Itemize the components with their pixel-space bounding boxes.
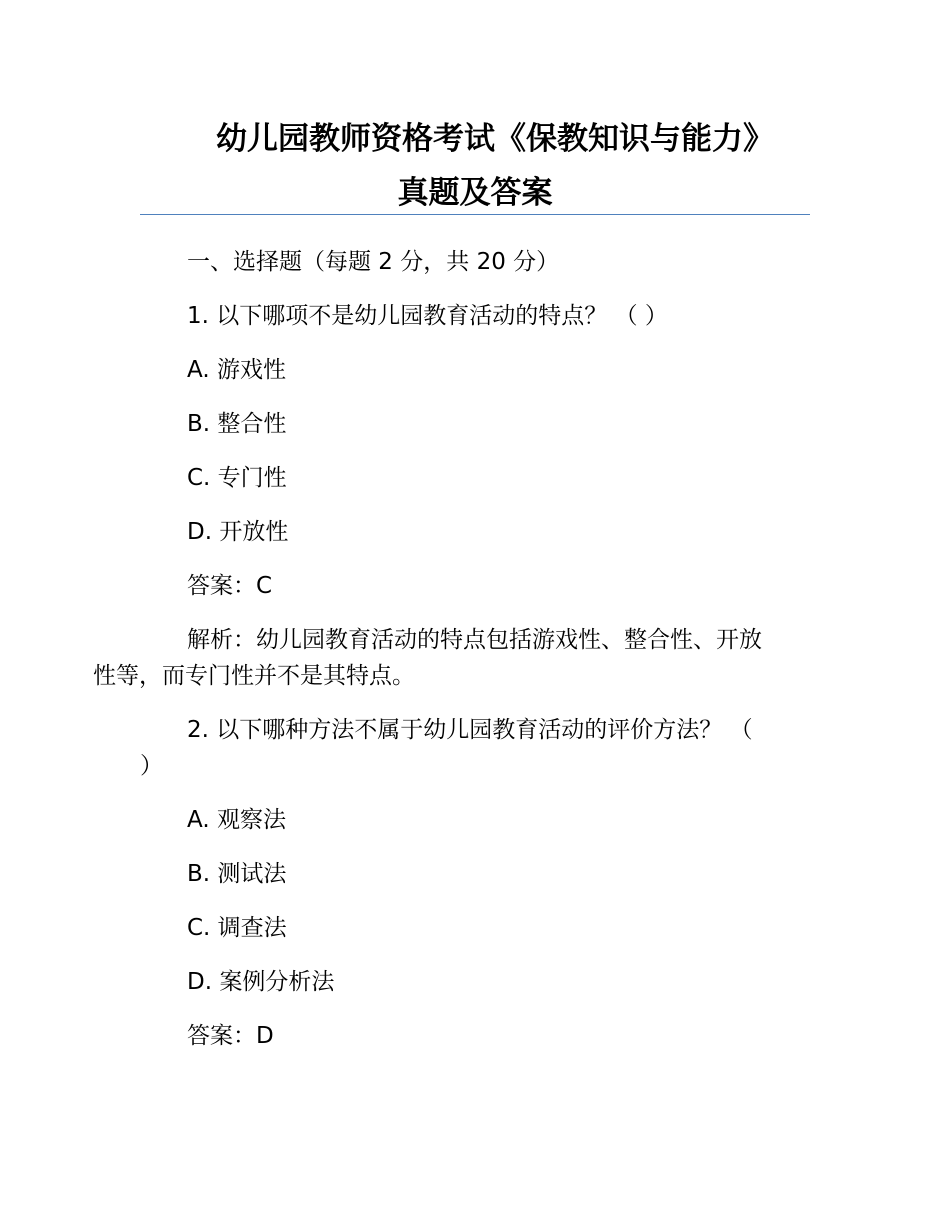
question-2-answer: 答案：D	[187, 1023, 274, 1049]
document-title	[140, 112, 810, 220]
title-underline	[140, 214, 810, 215]
title-line-1: 幼儿园教师资格考试《保教知识与能力》	[216, 121, 774, 157]
question-1-answer: 答案：C	[187, 573, 273, 599]
question-2-option-a: A. 观察法	[187, 807, 286, 833]
question-2-stem-line-1: 2. 以下哪种方法不属于幼儿园教育活动的评价方法？ （	[187, 717, 753, 743]
question-2-stem-line-2: ）	[140, 753, 163, 779]
question-1-analysis-line-1: 解析：幼儿园教育活动的特点包括游戏性、整合性、开放	[187, 627, 762, 653]
question-2-option-d: D. 案例分析法	[187, 969, 335, 995]
question-1-option-a: A. 游戏性	[187, 357, 286, 383]
question-1-analysis-line-2: 性等，而专门性并不是其特点。	[93, 663, 415, 689]
question-2-option-c: C. 调查法	[187, 915, 287, 941]
title-line-2: 真题及答案	[397, 175, 553, 211]
question-1-analysis	[93, 622, 810, 694]
question-1-stem: 1. 以下哪项不是幼儿园教育活动的特点？ （ ）	[187, 303, 668, 329]
question-1-option-c: C. 专门性	[187, 465, 287, 491]
question-1-option-d: D. 开放性	[187, 519, 289, 545]
question-2-stem	[140, 712, 810, 784]
question-1-option-b: B. 整合性	[187, 411, 287, 437]
section-heading: 一、选择题（每题 2 分，共 20 分）	[187, 249, 560, 275]
question-2-option-b: B. 测试法	[187, 861, 287, 887]
document-body	[93, 244, 810, 1072]
